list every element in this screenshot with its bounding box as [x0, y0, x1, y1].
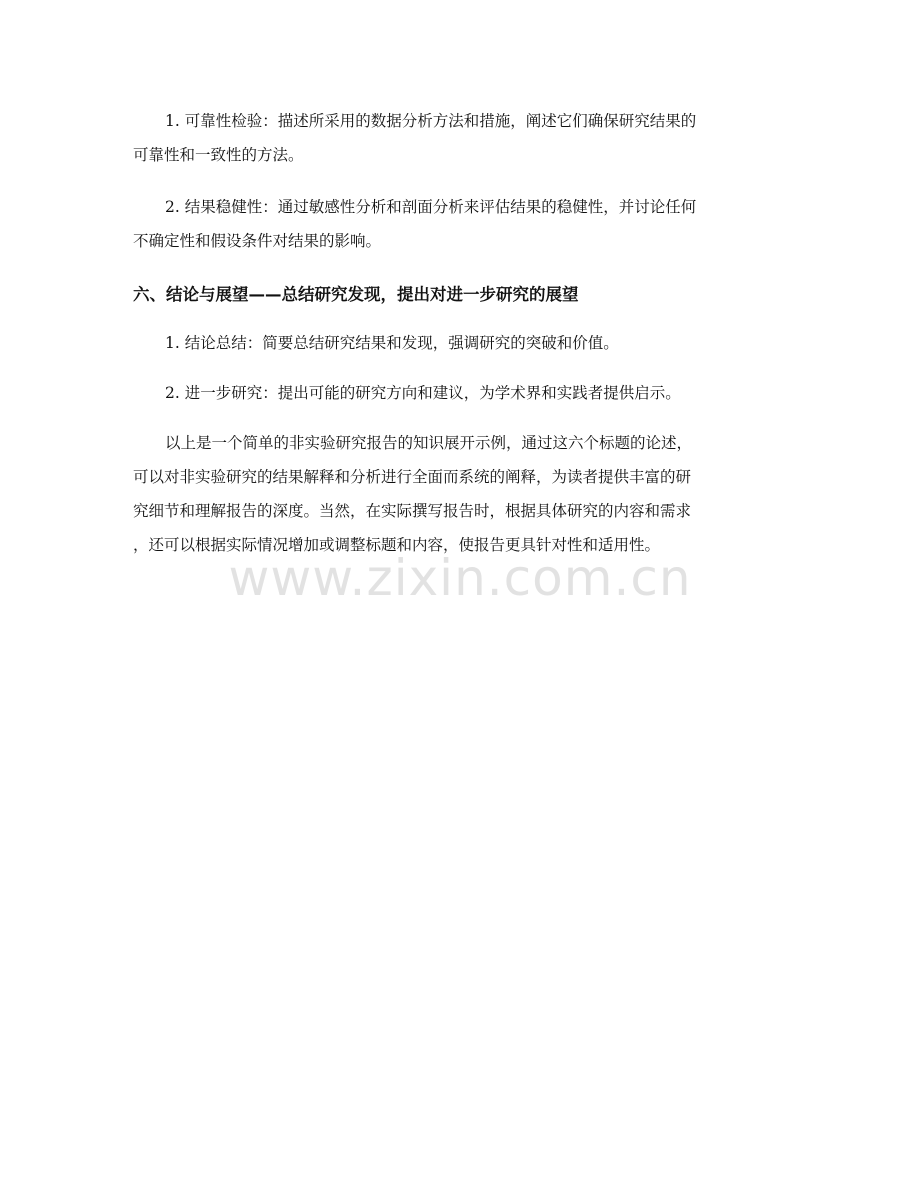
- text-line: 1. 可靠性检验：描述所采用的数据分析方法和措施，阐述它们确保研究结果的: [165, 112, 697, 130]
- text-line: 2. 结果稳健性：通过敏感性分析和剖面分析来评估结果的稳健性，并讨论任何: [165, 198, 697, 216]
- paragraph-conclusion-summary: [133, 326, 793, 360]
- text-line: 可靠性和一致性的方法。: [133, 146, 304, 164]
- text-line: 2. 进一步研究：提出可能的研究方向和建议，为学术界和实践者提供启示。: [165, 384, 681, 402]
- text-line: ，还可以根据实际情况增加或调整标题和内容，使报告更具针对性和适用性。: [133, 536, 661, 554]
- paragraph-closing-summary: [133, 426, 793, 562]
- text-line: 不确定性和假设条件对结果的影响。: [133, 232, 382, 250]
- text-line: 以上是一个简单的非实验研究报告的知识展开示例，通过这六个标题的论述，: [165, 434, 693, 452]
- text-line: 1. 结论总结：简要总结研究结果和发现，强调研究的突破和价值。: [165, 334, 619, 352]
- paragraph-reliability-check: [133, 104, 793, 172]
- text-line: 究细节和理解报告的深度。当然，在实际撰写报告时，根据具体研究的内容和需求: [133, 502, 692, 520]
- section-heading: 六、结论与展望——总结研究发现，提出对进一步研究的展望: [133, 285, 579, 304]
- paragraph-further-research: [133, 376, 793, 410]
- paragraph-result-robustness: [133, 190, 793, 258]
- watermark: www.zixin.com.cn: [228, 549, 692, 607]
- text-line: 可以对非实验研究的结果解释和分析进行全面而系统的阐释，为读者提供丰富的研: [133, 468, 692, 486]
